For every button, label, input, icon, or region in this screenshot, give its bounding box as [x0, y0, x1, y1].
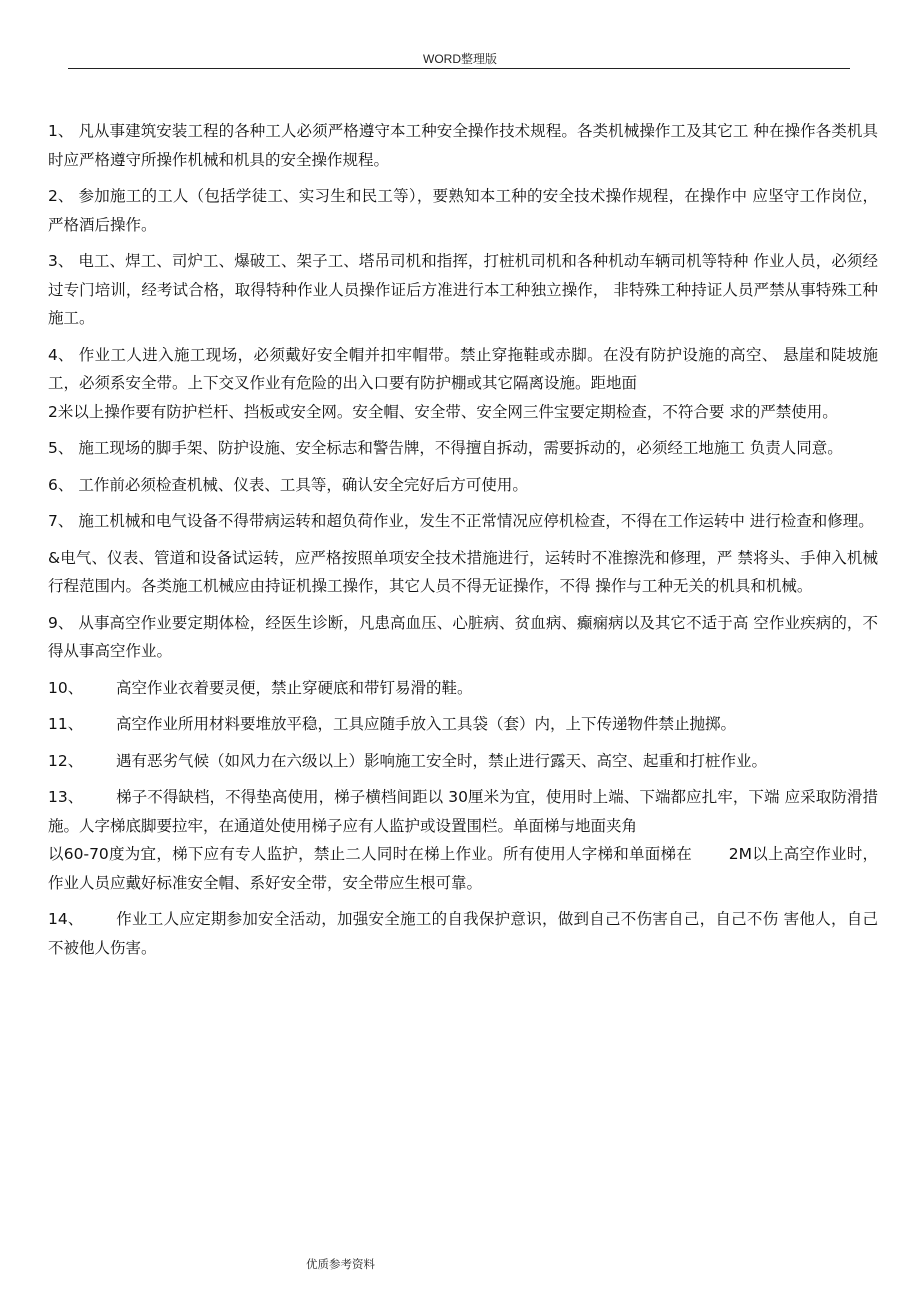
paragraph-text: 凡从事建筑安装工程的各种工人必须严格遵守本工种安全操作技术规程。各类机械操作工及其它工 种在操作各类机具时应严格遵守所操作机械和机具的安全操作规程。	[48, 122, 878, 169]
item-number: 13、	[48, 788, 84, 806]
item-number: 9、	[48, 613, 74, 632]
paragraph-5	[48, 434, 878, 463]
paragraph-4	[48, 341, 878, 398]
paragraph-text: &电气、仪表、管道和设备试运转，应严格按照单项安全技术措施进行，运转时不准擦洗和修理，严 禁将头、手伸入机械行程范围内。各类施工机械应由持证机操工操作，其它人员不得无证操作，不得 操作与工种无关的机具和机械。	[48, 548, 878, 595]
paragraph-text: 电工、焊工、司炉工、爆破工、架子工、塔吊司机和指挥，打桩机司机和各种机动车辆司机等特种 作业人员，必须经过专门培训，经考试合格，取得特种作业人员操作证后方准进行本工种独立操作， 非特殊工种持证人员严禁从事特殊工种施工。	[48, 252, 878, 327]
paragraph-14	[48, 905, 878, 962]
item-number: 12、	[48, 751, 84, 770]
paragraph-text: 作业工人进入施工现场，必须戴好安全帽并扣牢帽带。禁止穿拖鞋或赤脚。在没有防护设施的高空、 悬崖和陡坡施工，必须系安全带。上下交叉作业有危险的出入口要有防护棚或其它隔离设施。距地面	[48, 345, 878, 392]
paragraph-1	[48, 117, 878, 174]
paragraph-3	[48, 247, 878, 333]
paragraph-8	[48, 544, 878, 601]
paragraph-9	[48, 609, 878, 666]
paragraph-12	[48, 747, 878, 776]
header-divider	[68, 68, 850, 69]
paragraph-text: 施工现场的脚手架、防护设施、安全标志和警告牌，不得擅自拆动，需要拆动的，必须经工地施工 负责人同意。	[78, 439, 843, 457]
item-number: 6、	[48, 475, 74, 494]
item-number: 2、	[48, 187, 74, 205]
paragraph-text: 工作前必须检查机械、仪表、工具等，确认安全完好后方可使用。	[78, 475, 528, 494]
item-number: 5、	[48, 439, 74, 457]
paragraph-7	[48, 507, 878, 536]
item-number: 11、	[48, 715, 84, 733]
paragraph-text: 施工机械和电气设备不得带病运转和超负荷作业，发生不正常情况应停机检查，不得在工作运转中 进行检查和修理。	[78, 512, 874, 530]
paragraph-13-continued	[48, 840, 878, 897]
paragraph-2	[48, 182, 878, 239]
paragraph-10	[48, 674, 878, 703]
paragraph-text: 高空作业衣着要灵便，禁止穿硬底和带钉易滑的鞋。	[116, 678, 473, 697]
item-number: 14、	[48, 910, 84, 928]
item-number: 7、	[48, 512, 74, 530]
item-number: 3、	[48, 252, 74, 270]
paragraph-13	[48, 783, 878, 840]
paragraph-text: 参加施工的工人（包括学徒工、实习生和民工等），要熟知本工种的安全技术操作规程，在操作中 应坚守工作岗位，严格酒后操作。	[48, 187, 878, 234]
item-number: 10、	[48, 678, 84, 697]
item-number: 1、	[48, 122, 74, 140]
page-header: WORD整理版	[423, 52, 497, 66]
document-body	[48, 117, 878, 970]
paragraph-text: 从事高空作业要定期体检，经医生诊断，凡患高血压、心脏病、贫血病、癫痫病以及其它不适于高 空作业疾病的，不得从事高空作业。	[48, 613, 878, 660]
paragraph-4-continued	[48, 398, 878, 427]
paragraph-text: 2米以上操作要有防护栏杆、挡板或安全网。安全帽、安全带、安全网三件宝要定期检查，不符合要 求的严禁使用。	[48, 402, 838, 421]
paragraph-text: 遇有恶劣气候（如风力在六级以上）影响施工安全时，禁止进行露天、高空、起重和打桩作业。	[116, 751, 768, 770]
page-footer: 优质参考资料	[306, 1257, 375, 1271]
paragraph-text: 梯子不得缺档，不得垫高使用，梯子横档间距以 30厘米为宜，使用时上端、下端都应扎牢，下端 应采取防滑措施。人字梯底脚要拉牢，在通道处使用梯子应有人监护或设置围栏。单面梯与地面夹角	[48, 788, 878, 835]
paragraph-6	[48, 471, 878, 500]
paragraph-11	[48, 710, 878, 739]
item-number: 4、	[48, 345, 74, 364]
paragraph-text: 作业工人应定期参加安全活动，加强安全施工的自我保护意识，做到自己不伤害自己，自己不伤 害他人，自己不被他人伤害。	[48, 910, 878, 957]
paragraph-text: 高空作业所用材料要堆放平稳，工具应随手放入工具袋（套）内，上下传递物件禁止抛掷。	[116, 715, 737, 733]
paragraph-text: 以60-70度为宜，梯下应有专人监护，禁止二人同时在梯上作业。所有使用人字梯和单面梯在 2M以上高空作业时，作业人员应戴好标准安全帽、系好安全带，安全带应生根可靠。	[48, 845, 878, 892]
